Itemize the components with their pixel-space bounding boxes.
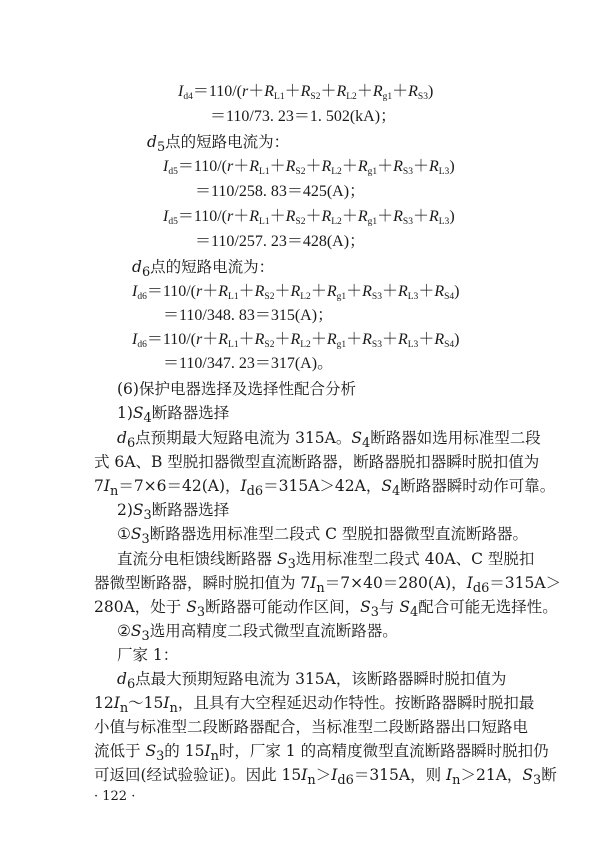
text-line: 流低于 $S_3$的 $15I_n$时，厂家 1 的高精度微型直流断路器瞬时脱扣仍 — [94, 742, 549, 765]
equation-line: $I_{d5}=110/(r+R_{L1}+R_{S2}+R_{L2}+R_{g1}+R_{S3}+R_{L3})$ — [163, 208, 455, 227]
text-line: $d_6$点最大预期短路电流为 315A，该断路器瞬时脱扣值为 — [117, 670, 507, 693]
text-line: $d_6$点的短路电流为： — [132, 258, 275, 281]
text-line: 厂家 1： — [117, 646, 179, 664]
page-number: · 122 · — [94, 789, 136, 804]
text-line: (6)保护电器选择及选择性配合分析 — [117, 380, 356, 398]
text-line: $②S_3$选用高精度二段式微型直流断路器。 — [117, 622, 398, 645]
equation-line: ＝110/347. 23＝317(A)。 — [163, 355, 334, 372]
equation-line: ＝110/348. 83＝315(A)； — [163, 307, 334, 324]
equation-line: ＝110/258. 83＝425(A)； — [195, 183, 366, 200]
text-line: 可返回(经试验验证)。因此 $15I_n>I_{d6}=315A$，则 $I_n>21A$，$S_3$断 — [94, 766, 557, 789]
text-line: $d_5$点的短路电流为： — [147, 133, 290, 156]
text-line: 器微型断路器，瞬时脱扣值为 $7I_n=7\times 40=280(A)$，$I_{d6}=315A>$ — [94, 574, 562, 597]
equation-line: ＝110/257. 23＝428(A)； — [195, 233, 366, 250]
equation-line: $I_{d6}=110/(r+R_{L1}+R_{S2}+R_{L2}+R_{g1}+R_{S3}+R_{L3}+R_{S4})$ — [132, 331, 460, 350]
text-line: $2)S_3$断路器选择 — [117, 501, 230, 524]
text-line: 直流分电柜馈线断路器 $S_3$选用标准型二段式 40A、C 型脱扣 — [117, 550, 535, 573]
equation-line: ＝110/73. 23＝1. 502(kA)； — [210, 108, 397, 125]
text-line: 280A，处于 $S_3$断路器可能动作区间，$S_3$与 $S_4$配合可能无选择性。 — [94, 598, 558, 621]
text-line: 式 6A、B 型脱扣器微型直流断路器，断路器脱扣器瞬时脱扣值为 — [94, 453, 540, 471]
text-line: $①S_3$断路器选用标准型二段式 C 型脱扣器微型直流断路器。 — [117, 525, 528, 548]
text-line: 小值与标准型二段断路器配合，当标准型二段断路器出口短路电 — [94, 718, 529, 736]
text-line: $1)S_4$断路器选择 — [117, 404, 230, 427]
equation-line: $I_{d4}=110/(r+R_{L1}+R_{S2}+R_{L2}+R_{g1}+R_{S3})$ — [178, 83, 434, 102]
text-line: $12I_n\sim 15I_n$，且具有大空程延迟动作特性。按断路器瞬时脱扣最 — [94, 694, 535, 717]
text-line: $7I_n=7\times 6=42(A)$，$I_{d6}=315A>42A$，$S_4$断路器瞬时动作可靠。 — [94, 477, 556, 500]
equation-line: $I_{d5}=110/(r+R_{L1}+R_{S2}+R_{L2}+R_{g1}+R_{S3}+R_{L3})$ — [163, 158, 455, 177]
text-line: $d_6$点预期最大短路电流为 315A。$S_4$断路器如选用标准型二段 — [117, 429, 541, 452]
equation-line: $I_{d6}=110/(r+R_{L1}+R_{S2}+R_{L2}+R_{g1}+R_{S3}+R_{L3}+R_{S4})$ — [132, 283, 460, 302]
